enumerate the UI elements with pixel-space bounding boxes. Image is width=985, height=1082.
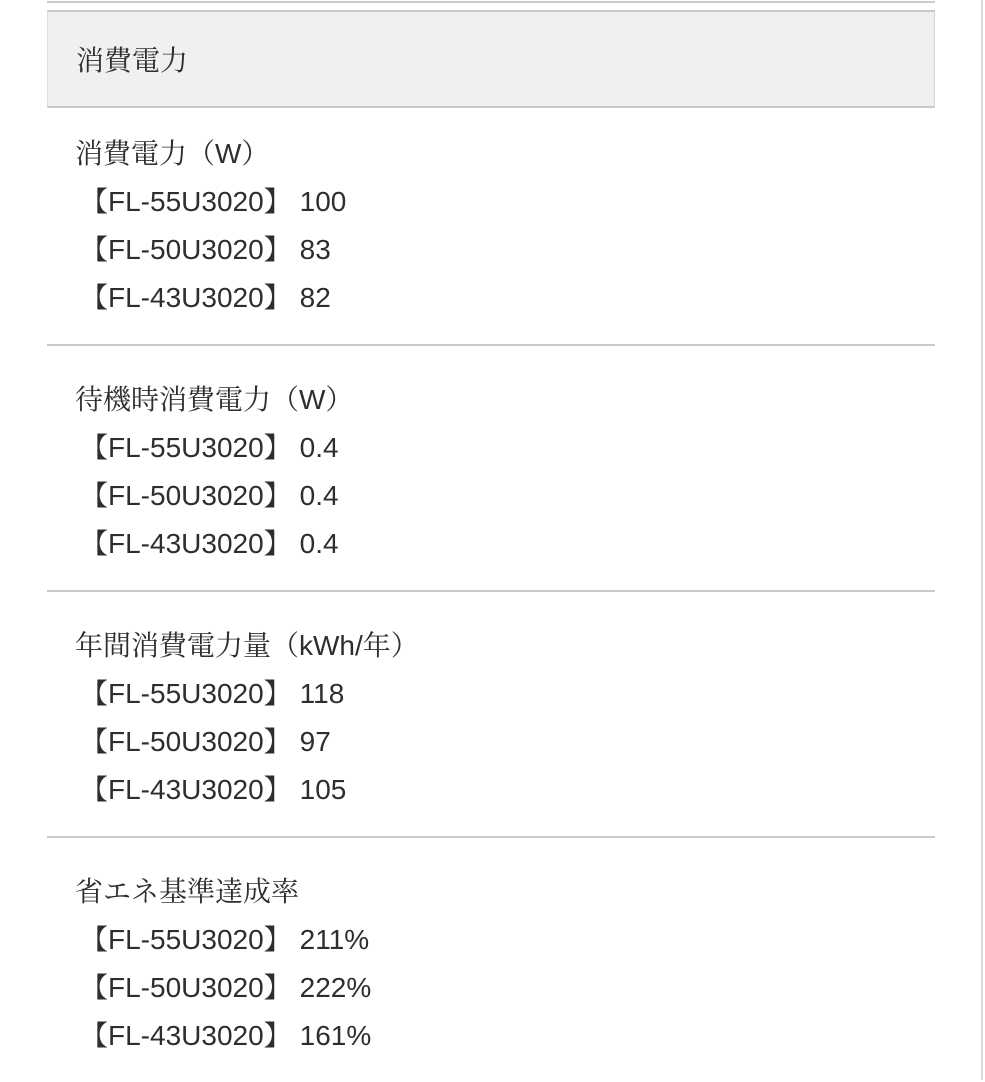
spec-category-title: 消費電力 <box>76 45 189 76</box>
spec-row <box>47 916 935 964</box>
spec-item-title: 年間消費電力量（kWh/年） <box>75 630 419 661</box>
spec-group-energy-saving-rate <box>47 838 935 1082</box>
spec-value: 100 <box>299 186 347 217</box>
spec-row <box>47 520 935 568</box>
spec-value: 0.4 <box>299 432 339 463</box>
page-right-border <box>981 0 983 1080</box>
spec-row <box>47 1012 935 1060</box>
model-number: 【FL-50U3020】 <box>80 480 292 511</box>
spec-value: 211% <box>299 924 370 955</box>
model-number: 【FL-43U3020】 <box>80 1020 292 1051</box>
spec-row <box>47 472 935 520</box>
spec-value: 82 <box>299 282 331 313</box>
spec-value: 161% <box>299 1020 372 1051</box>
spec-item-title: 省エネ基準達成率 <box>75 876 300 907</box>
spec-group-annual-power <box>47 592 935 836</box>
spec-row <box>47 226 935 274</box>
spec-row <box>47 274 935 322</box>
spec-row <box>47 670 935 718</box>
spec-group-power-consumption <box>47 108 935 344</box>
spec-value: 222% <box>299 972 372 1003</box>
spec-value: 0.4 <box>299 480 339 511</box>
spec-row <box>47 964 935 1012</box>
model-number: 【FL-55U3020】 <box>80 432 292 463</box>
spec-row <box>47 766 935 814</box>
model-number: 【FL-43U3020】 <box>80 774 292 805</box>
model-number: 【FL-50U3020】 <box>80 726 292 757</box>
spec-category-header <box>47 10 935 108</box>
spec-row <box>47 178 935 226</box>
model-number: 【FL-50U3020】 <box>80 972 292 1003</box>
spec-value: 0.4 <box>299 528 339 559</box>
model-number: 【FL-55U3020】 <box>80 924 292 955</box>
spec-item-title: 消費電力（W） <box>75 138 270 169</box>
spec-item-title: 待機時消費電力（W） <box>75 384 354 415</box>
model-number: 【FL-43U3020】 <box>80 528 292 559</box>
spec-row <box>47 424 935 472</box>
spec-value: 97 <box>299 726 331 757</box>
spec-group-standby-power <box>47 346 935 590</box>
spec-content <box>47 0 935 1082</box>
model-number: 【FL-50U3020】 <box>80 234 292 265</box>
spec-row <box>47 718 935 766</box>
model-number: 【FL-55U3020】 <box>80 678 292 709</box>
spec-value: 118 <box>299 678 345 709</box>
spec-value: 83 <box>299 234 331 265</box>
spec-value: 105 <box>299 774 347 805</box>
model-number: 【FL-55U3020】 <box>80 186 292 217</box>
model-number: 【FL-43U3020】 <box>80 282 292 313</box>
